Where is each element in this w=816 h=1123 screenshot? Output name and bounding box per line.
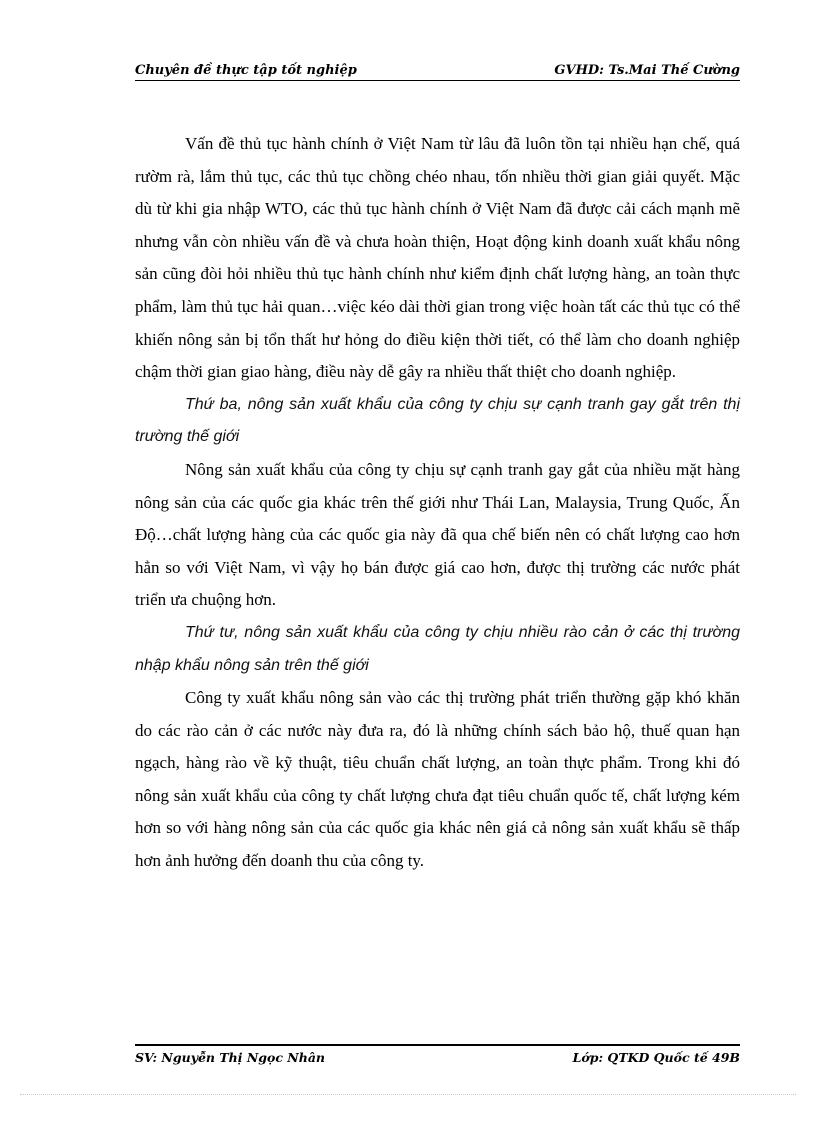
footer-student-name: SV: Nguyễn Thị Ngọc Nhân — [135, 1050, 326, 1065]
subheading-fourth: Thứ tư, nông sản xuất khẩu của công ty chịu nhiều rào cản ở các thị trường nhập khẩu nông sản trên thế giới — [135, 623, 740, 674]
body-paragraph: Công ty xuất khẩu nông sản vào các thị trường phát triển thường gặp khó khăn do các rào cản ở các nước này đưa ra, đó là những chính sách bảo hộ, thuế quan hạn ngạch, hàng rào về kỹ thuật, tiêu chuẩn chất lượng, an toàn thực phẩm. Trong khi đó nông sản xuất khẩu của công ty chất lượng chưa đạt tiêu chuẩn quốc tế, chất lượng kém hơn so với hàng nông sản của các quốc gia khác nên giá cả nông sản xuất khẩu sẽ thấp hơn ảnh hưởng đến doanh thu của công ty. — [135, 688, 740, 871]
page-footer — [135, 1044, 740, 1064]
body-paragraph: Nông sản xuất khẩu của công ty chịu sự cạnh tranh gay gắt của nhiều mặt hàng nông sản của các quốc gia khác trên thế giới như Thái Lan, Malaysia, Trung Quốc, Ấn Độ…chất lượng hàng của các quốc gia này đã qua chế biến nên có chất lượng cao hơn hẳn so với Việt Nam, vì vậy họ bán được giá cao hơn, được thị trường các nước phát triển ưa chuộng hơn. — [135, 459, 740, 610]
document-body — [135, 128, 740, 878]
page-bottom-divider — [20, 1094, 796, 1095]
subheading-third: Thứ ba, nông sản xuất khẩu của công ty chịu sự cạnh tranh gay gắt trên thị trường thế giới — [135, 395, 740, 446]
header-supervisor: GVHD: Ts.Mai Thế Cường — [554, 63, 740, 78]
header-report-title: Chuyên đề thực tập tốt nghiệp — [135, 63, 357, 78]
body-paragraph: Vấn đề thủ tục hành chính ở Việt Nam từ lâu đã luôn tồn tại nhiều hạn chế, quá rườm rà, lắm thủ tục, các thủ tục chồng chéo nhau, tốn nhiều thời gian giải quyết. Mặc dù từ khi gia nhập WTO, các thủ tục hành chính ở Việt Nam đã được cải cách mạnh mẽ nhưng vẫn còn nhiều vấn đề và chưa hoàn thiện, Hoạt động kinh doanh xuất khẩu nông sản cũng đòi hỏi nhiều thủ tục hành chính như kiểm định chất lượng hàng, an toàn thực phẩm, làm thủ tục hải quan…việc kéo dài thời gian trong việc hoàn tất các thủ tục có thể khiến nông sản bị tổn thất hư hỏng do điều kiện thời tiết, có thể làm cho doanh nghiệp chậm thời gian giao hàng, điều này dễ gây ra nhiều thất thiệt cho doanh nghiệp. — [135, 134, 740, 382]
footer-class: Lớp: QTKD Quốc tế 49B — [572, 1050, 740, 1065]
page-header — [135, 60, 740, 81]
